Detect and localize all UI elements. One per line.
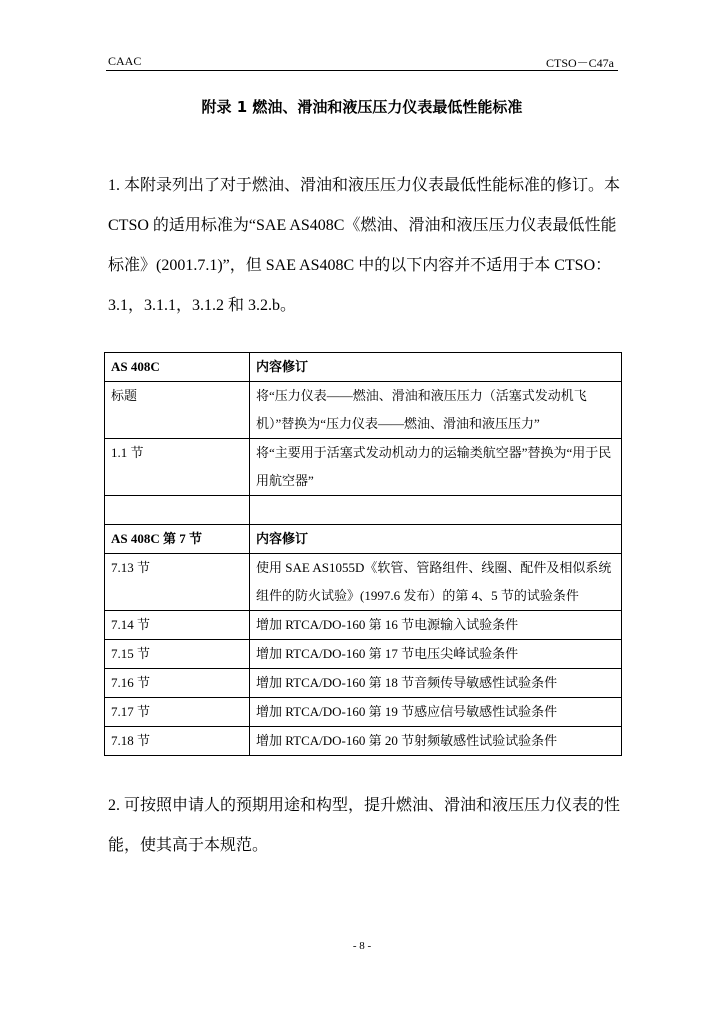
paragraph-1: 1. 本附录列出了对于燃油、滑油和液压压力仪表最低性能标准的修订。本 CTSO 的适用标准为“SAE AS408C《燃油、滑油和液压压力仪表最低性能标准》(2001.7.1)”，但 SAE AS408C 中的以下内容并不适用于本 CTSO：3.1，3.1.1，3.1.2 和 3.2.b。: [108, 177, 621, 314]
table-cell: 增加 RTCA/DO-160 第 16 节电源输入试验条件: [250, 611, 622, 640]
table-row: [105, 640, 622, 669]
table-row: [105, 669, 622, 698]
header-right-text: CTSO－C47a: [545, 56, 614, 70]
table-row: [105, 698, 622, 727]
table-header-row: [105, 353, 622, 382]
revision-table: [104, 352, 622, 756]
table-cell: 7.13 节: [105, 554, 250, 611]
paragraph-2: 2. 可按照申请人的预期用途和构型，提升燃油、滑油和液压压力仪表的性能，使其高于本规范。: [108, 797, 621, 854]
table-header-cell: AS 408C: [105, 353, 250, 382]
table-row: [105, 439, 622, 496]
table-cell: 7.18 节: [105, 727, 250, 756]
table-cell: 7.17 节: [105, 698, 250, 727]
table-cell: 标题: [105, 382, 250, 439]
table-cell: 增加 RTCA/DO-160 第 19 节感应信号敏感性试验条件: [250, 698, 622, 727]
table-cell: [250, 496, 622, 525]
table-cell: 增加 RTCA/DO-160 第 18 节音频传导敏感性试验条件: [250, 669, 622, 698]
table-header-cell: 内容修订: [250, 353, 622, 382]
table-cell: 增加 RTCA/DO-160 第 20 节射频敏感性试验试验条件: [250, 727, 622, 756]
page-number: - 8 -: [352, 940, 372, 952]
page-title: 附录 1 燃油、滑油和液压压力仪表最低性能标准: [201, 98, 523, 116]
table-row: [105, 382, 622, 439]
table-cell: 增加 RTCA/DO-160 第 17 节电压尖峰试验条件: [250, 640, 622, 669]
table-cell: 将“主要用于活塞式发动机动力的运输类航空器”替换为“用于民用航空器”: [250, 439, 622, 496]
table-header-cell: AS 408C 第 7 节: [105, 525, 250, 554]
table-cell: 7.15 节: [105, 640, 250, 669]
table-row: [105, 611, 622, 640]
table-cell: 1.1 节: [105, 439, 250, 496]
table-row: [105, 727, 622, 756]
table-row: [105, 554, 622, 611]
header-divider: [106, 70, 618, 71]
table-header-cell: 内容修订: [250, 525, 622, 554]
table-cell: 7.16 节: [105, 669, 250, 698]
header-left-text: CAAC: [108, 54, 142, 68]
table-cell: 7.14 节: [105, 611, 250, 640]
table-cell: 使用 SAE AS1055D《软管、管路组件、线圈、配件及相似系统组件的防火试验》(1997.6 发布）的第 4、5 节的试验条件: [250, 554, 622, 611]
table-cell: 将“压力仪表——燃油、滑油和液压压力（活塞式发动机飞机）”替换为“压力仪表——燃油、滑油和液压压力”: [250, 382, 622, 439]
table-cell: [105, 496, 250, 525]
table-blank-row: [105, 496, 622, 525]
table-header-row: [105, 525, 622, 554]
